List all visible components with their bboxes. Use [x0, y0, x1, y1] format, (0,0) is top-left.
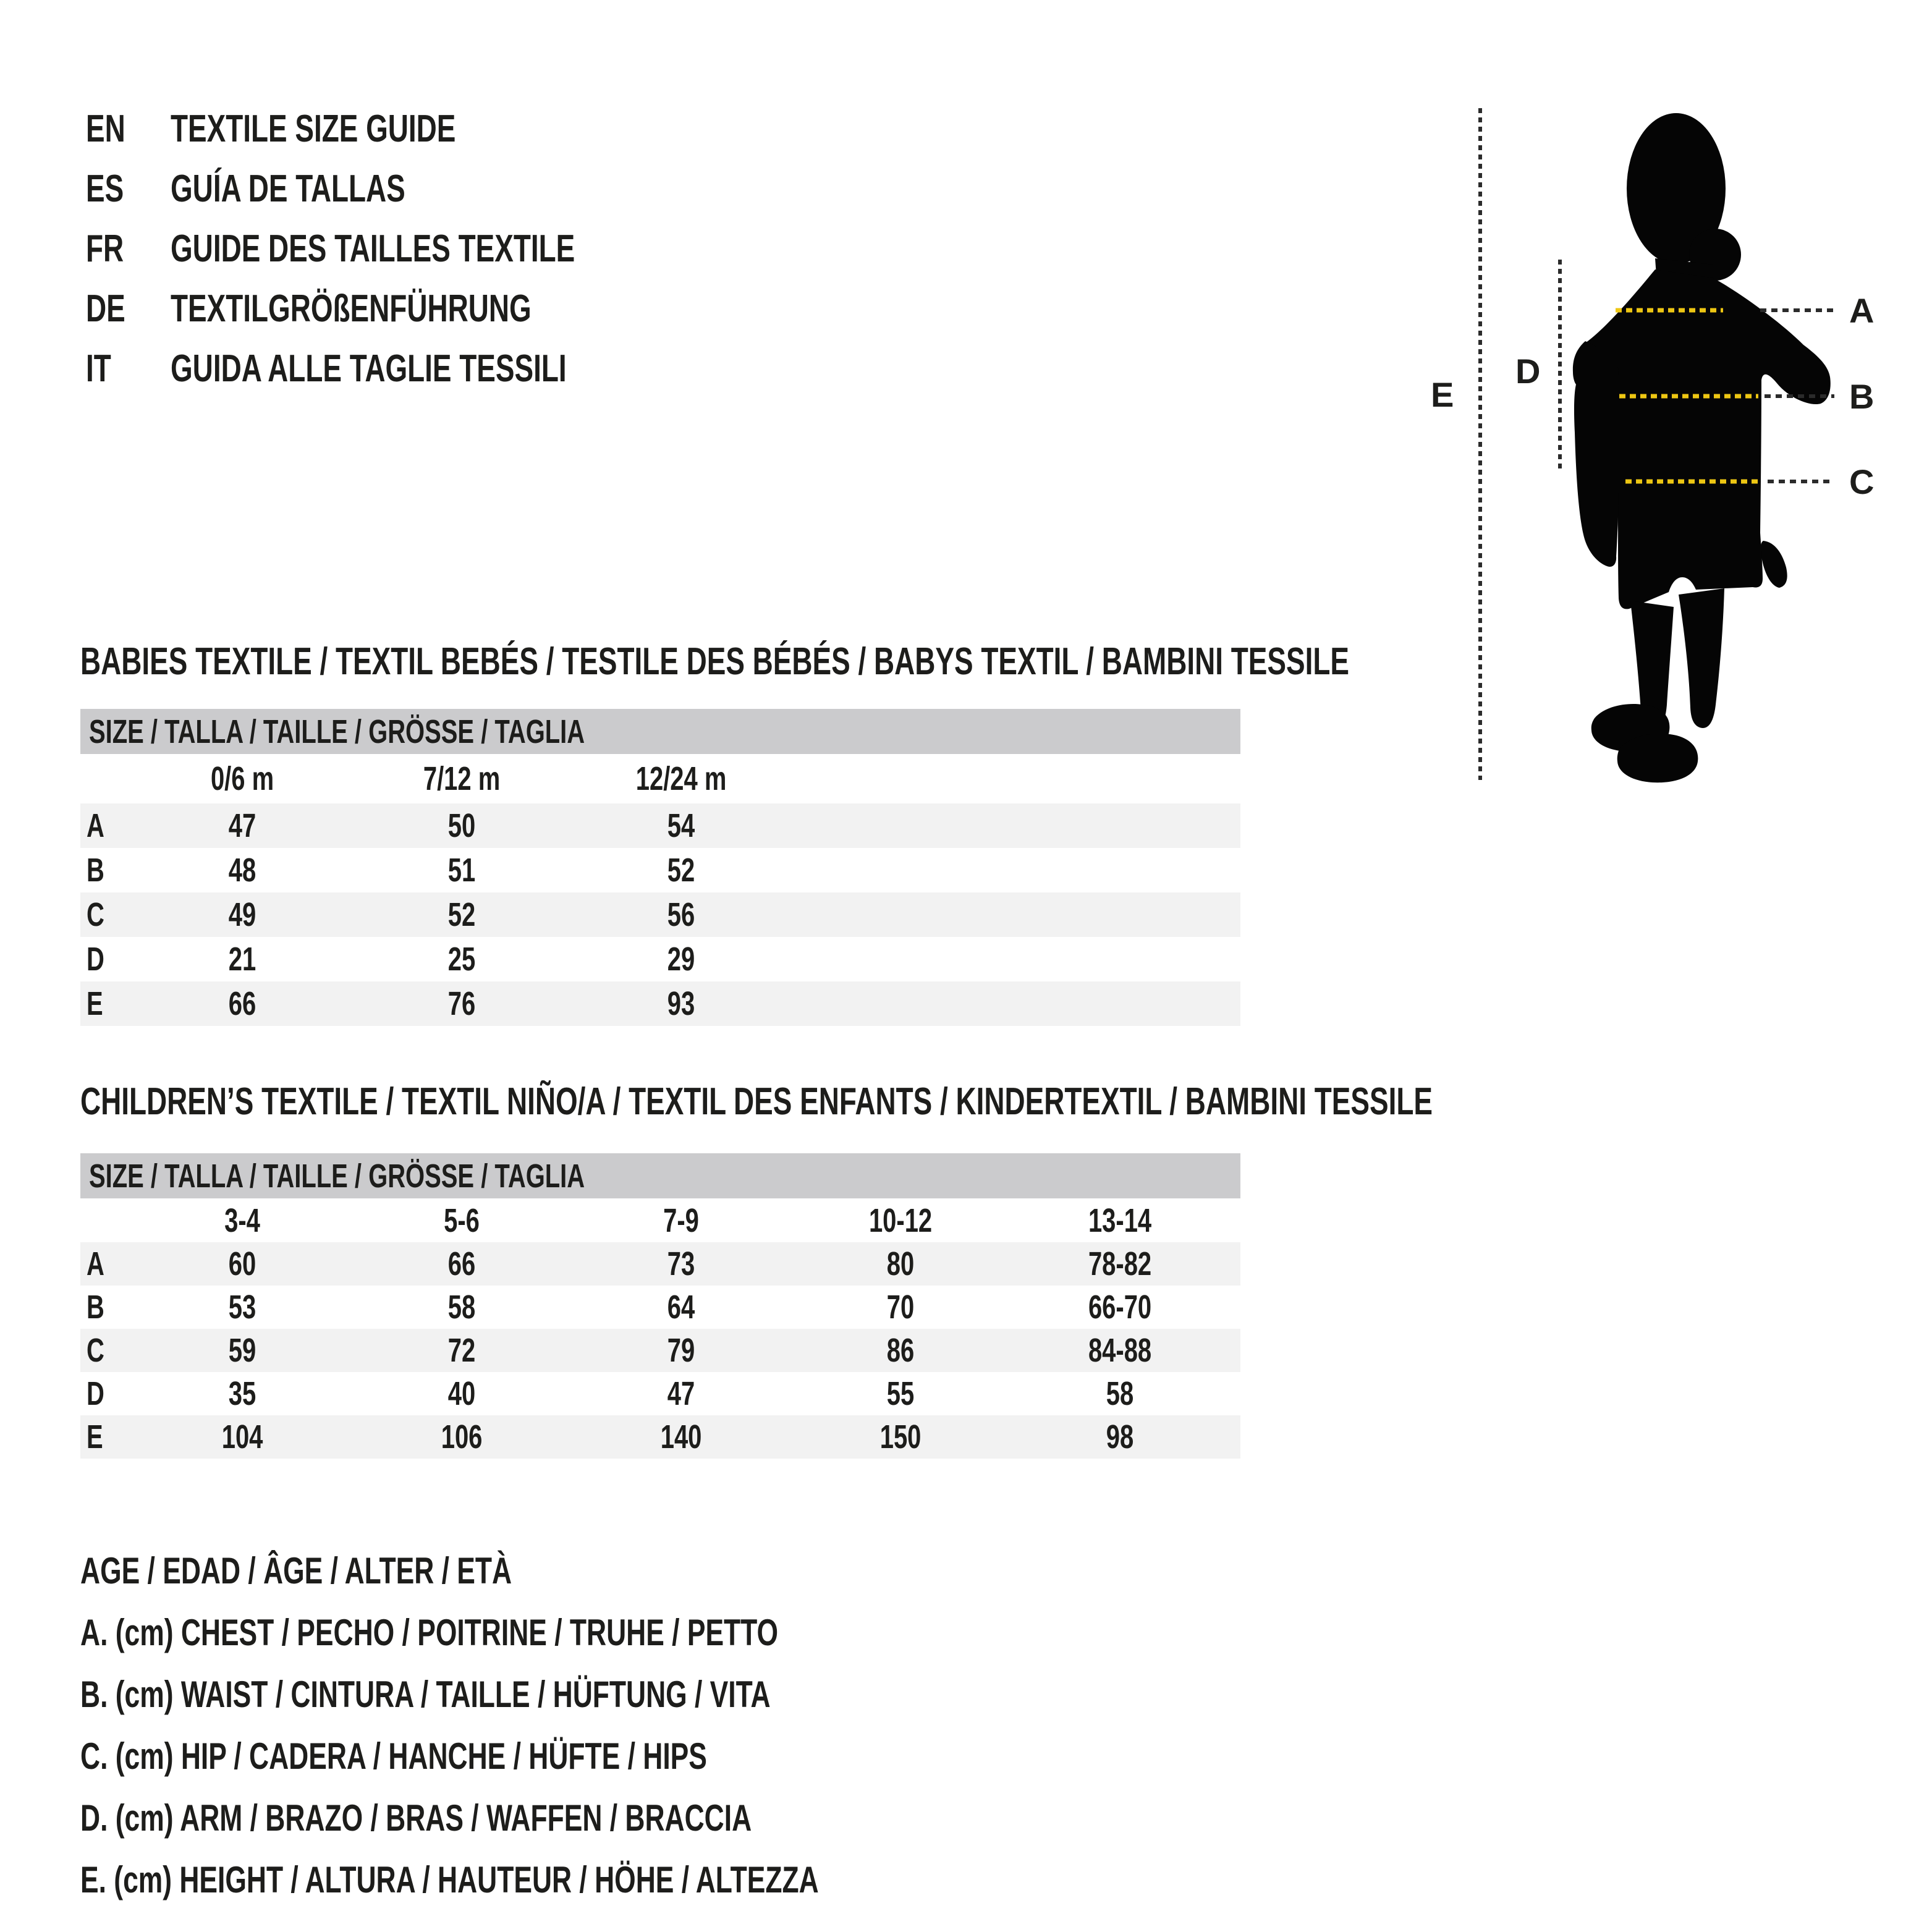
column-header: 5-6 — [444, 1201, 480, 1239]
row-label: E — [87, 1418, 103, 1455]
language-title: GUÍA DE TALLAS — [171, 167, 405, 210]
row-label: D — [87, 941, 104, 978]
babies-section-heading: BABIES TEXTILE / TEXTIL BEBÉS / TESTILE DES BÉBÉS / BABYS TEXTIL / BAMBINI TESSILE — [80, 640, 1349, 683]
table-cell: 35 — [229, 1375, 256, 1412]
language-code: EN — [86, 107, 125, 150]
mark-a-label: A — [1849, 291, 1875, 330]
table-cell: 59 — [229, 1332, 256, 1369]
column-header-row — [80, 1198, 1240, 1242]
legend-line-chest: A. (cm) CHEST / PECHO / POITRINE / TRUHE / PETTO — [80, 1612, 779, 1653]
table-row — [80, 1286, 1240, 1329]
mark-c-label: C — [1849, 462, 1875, 501]
table-cell: 48 — [229, 852, 256, 889]
column-header: 10-12 — [869, 1201, 933, 1239]
column-header: 13-14 — [1088, 1201, 1152, 1239]
table-cell: 84-88 — [1088, 1332, 1152, 1369]
table-cell: 150 — [880, 1418, 922, 1455]
table-cell: 80 — [887, 1245, 915, 1282]
language-row — [86, 279, 717, 339]
table-row — [80, 848, 1240, 892]
table-cell: 47 — [229, 807, 256, 844]
row-label: E — [87, 985, 103, 1022]
table-row — [80, 937, 1240, 981]
table-cell: 58 — [1106, 1375, 1134, 1412]
size-header-label: SIZE / TALLA / TAILLE / GRÖSSE / TAGLIA — [89, 713, 585, 750]
table-cell: 52 — [667, 852, 695, 889]
language-title: GUIDA ALLE TAGLIE TESSILI — [171, 347, 567, 390]
language-title-list — [86, 99, 717, 399]
language-row — [86, 339, 717, 399]
table-cell: 56 — [667, 896, 695, 933]
table-cell: 79 — [667, 1332, 695, 1369]
table-cell: 54 — [667, 807, 695, 844]
language-title: TEXTILGRÖßENFÜHRUNG — [171, 287, 532, 330]
row-label: D — [87, 1375, 104, 1412]
children-section-heading: CHILDREN’S TEXTILE / TEXTIL NIÑO/A / TEXTIL DES ENFANTS / KINDERTEXTIL / BAMBINI TESSILE — [80, 1080, 1433, 1123]
table-cell: 106 — [441, 1418, 483, 1455]
table-cell: 58 — [448, 1289, 476, 1326]
language-title: TEXTILE SIZE GUIDE — [171, 107, 456, 150]
table-cell: 52 — [448, 896, 476, 933]
language-row — [86, 99, 717, 159]
measurement-figure — [1409, 87, 1932, 791]
column-header: 12/24 m — [636, 760, 727, 797]
row-label: B — [87, 852, 104, 889]
table-cell: 104 — [222, 1418, 263, 1455]
column-header-row — [80, 754, 1240, 803]
table-cell: 25 — [448, 941, 476, 978]
table-cell: 86 — [887, 1332, 915, 1369]
table-row — [80, 1415, 1240, 1459]
table-cell: 53 — [229, 1289, 256, 1326]
table-cell: 93 — [667, 985, 695, 1022]
table-cell: 47 — [667, 1375, 695, 1412]
table-cell: 78-82 — [1088, 1245, 1152, 1282]
table-cell: 40 — [448, 1375, 476, 1412]
babies-size-table — [80, 709, 1240, 1026]
column-header: 7-9 — [663, 1201, 700, 1239]
mark-d-label: D — [1515, 352, 1541, 391]
language-row — [86, 159, 717, 219]
row-label: C — [87, 896, 104, 933]
size-header-label: SIZE / TALLA / TAILLE / GRÖSSE / TAGLIA — [89, 1157, 585, 1195]
size-header-bar — [80, 709, 1240, 754]
language-row — [86, 219, 717, 279]
legend-line-age: AGE / EDAD / ÂGE / ALTER / ETÀ — [80, 1550, 512, 1591]
mark-b-label: B — [1849, 377, 1875, 416]
table-cell: 21 — [229, 941, 256, 978]
mark-e-label: E — [1431, 375, 1454, 414]
table-cell: 66 — [229, 985, 256, 1022]
table-cell: 66-70 — [1088, 1289, 1152, 1326]
table-cell: 29 — [667, 941, 695, 978]
legend-line-arm: D. (cm) ARM / BRAZO / BRAS / WAFFEN / BRACCIA — [80, 1797, 752, 1839]
table-row — [80, 1242, 1240, 1286]
table-cell: 50 — [448, 807, 476, 844]
table-cell: 76 — [448, 985, 476, 1022]
language-code: ES — [86, 167, 124, 210]
table-row — [80, 803, 1240, 848]
table-cell: 140 — [661, 1418, 702, 1455]
language-code: FR — [86, 227, 124, 270]
table-cell: 66 — [448, 1245, 476, 1282]
table-cell: 60 — [229, 1245, 256, 1282]
legend-line-waist: B. (cm) WAIST / CINTURA / TAILLE / HÜFTUNG / VITA — [80, 1674, 771, 1715]
table-cell: 73 — [667, 1245, 695, 1282]
table-row — [80, 1329, 1240, 1372]
column-header: 0/6 m — [211, 760, 274, 797]
children-size-table — [80, 1153, 1240, 1459]
column-header: 3-4 — [224, 1201, 261, 1239]
row-label: B — [87, 1289, 104, 1326]
row-label: C — [87, 1332, 104, 1369]
column-header: 7/12 m — [423, 760, 501, 797]
table-cell: 51 — [448, 852, 476, 889]
table-row — [80, 892, 1240, 937]
legend-line-height: E. (cm) HEIGHT / ALTURA / HAUTEUR / HÖHE / ALTEZZA — [80, 1859, 819, 1900]
table-cell: 55 — [887, 1375, 915, 1412]
legend-line-hip: C. (cm) HIP / CADERA / HANCHE / HÜFTE / HIPS — [80, 1735, 707, 1777]
child-silhouette — [1573, 113, 1831, 782]
table-cell: 49 — [229, 896, 256, 933]
language-code: DE — [86, 287, 125, 330]
table-row — [80, 981, 1240, 1026]
table-cell: 98 — [1106, 1418, 1134, 1455]
size-header-bar — [80, 1153, 1240, 1198]
child-silhouette-diagram — [1409, 87, 1932, 791]
table-row — [80, 1372, 1240, 1415]
row-label: A — [87, 1245, 104, 1282]
table-cell: 70 — [887, 1289, 915, 1326]
table-cell: 64 — [667, 1289, 695, 1326]
measurement-legend — [80, 1540, 1078, 1911]
language-title: GUIDE DES TAILLES TEXTILE — [171, 227, 575, 270]
row-label: A — [87, 807, 104, 844]
table-cell: 72 — [448, 1332, 476, 1369]
language-code: IT — [86, 347, 111, 390]
